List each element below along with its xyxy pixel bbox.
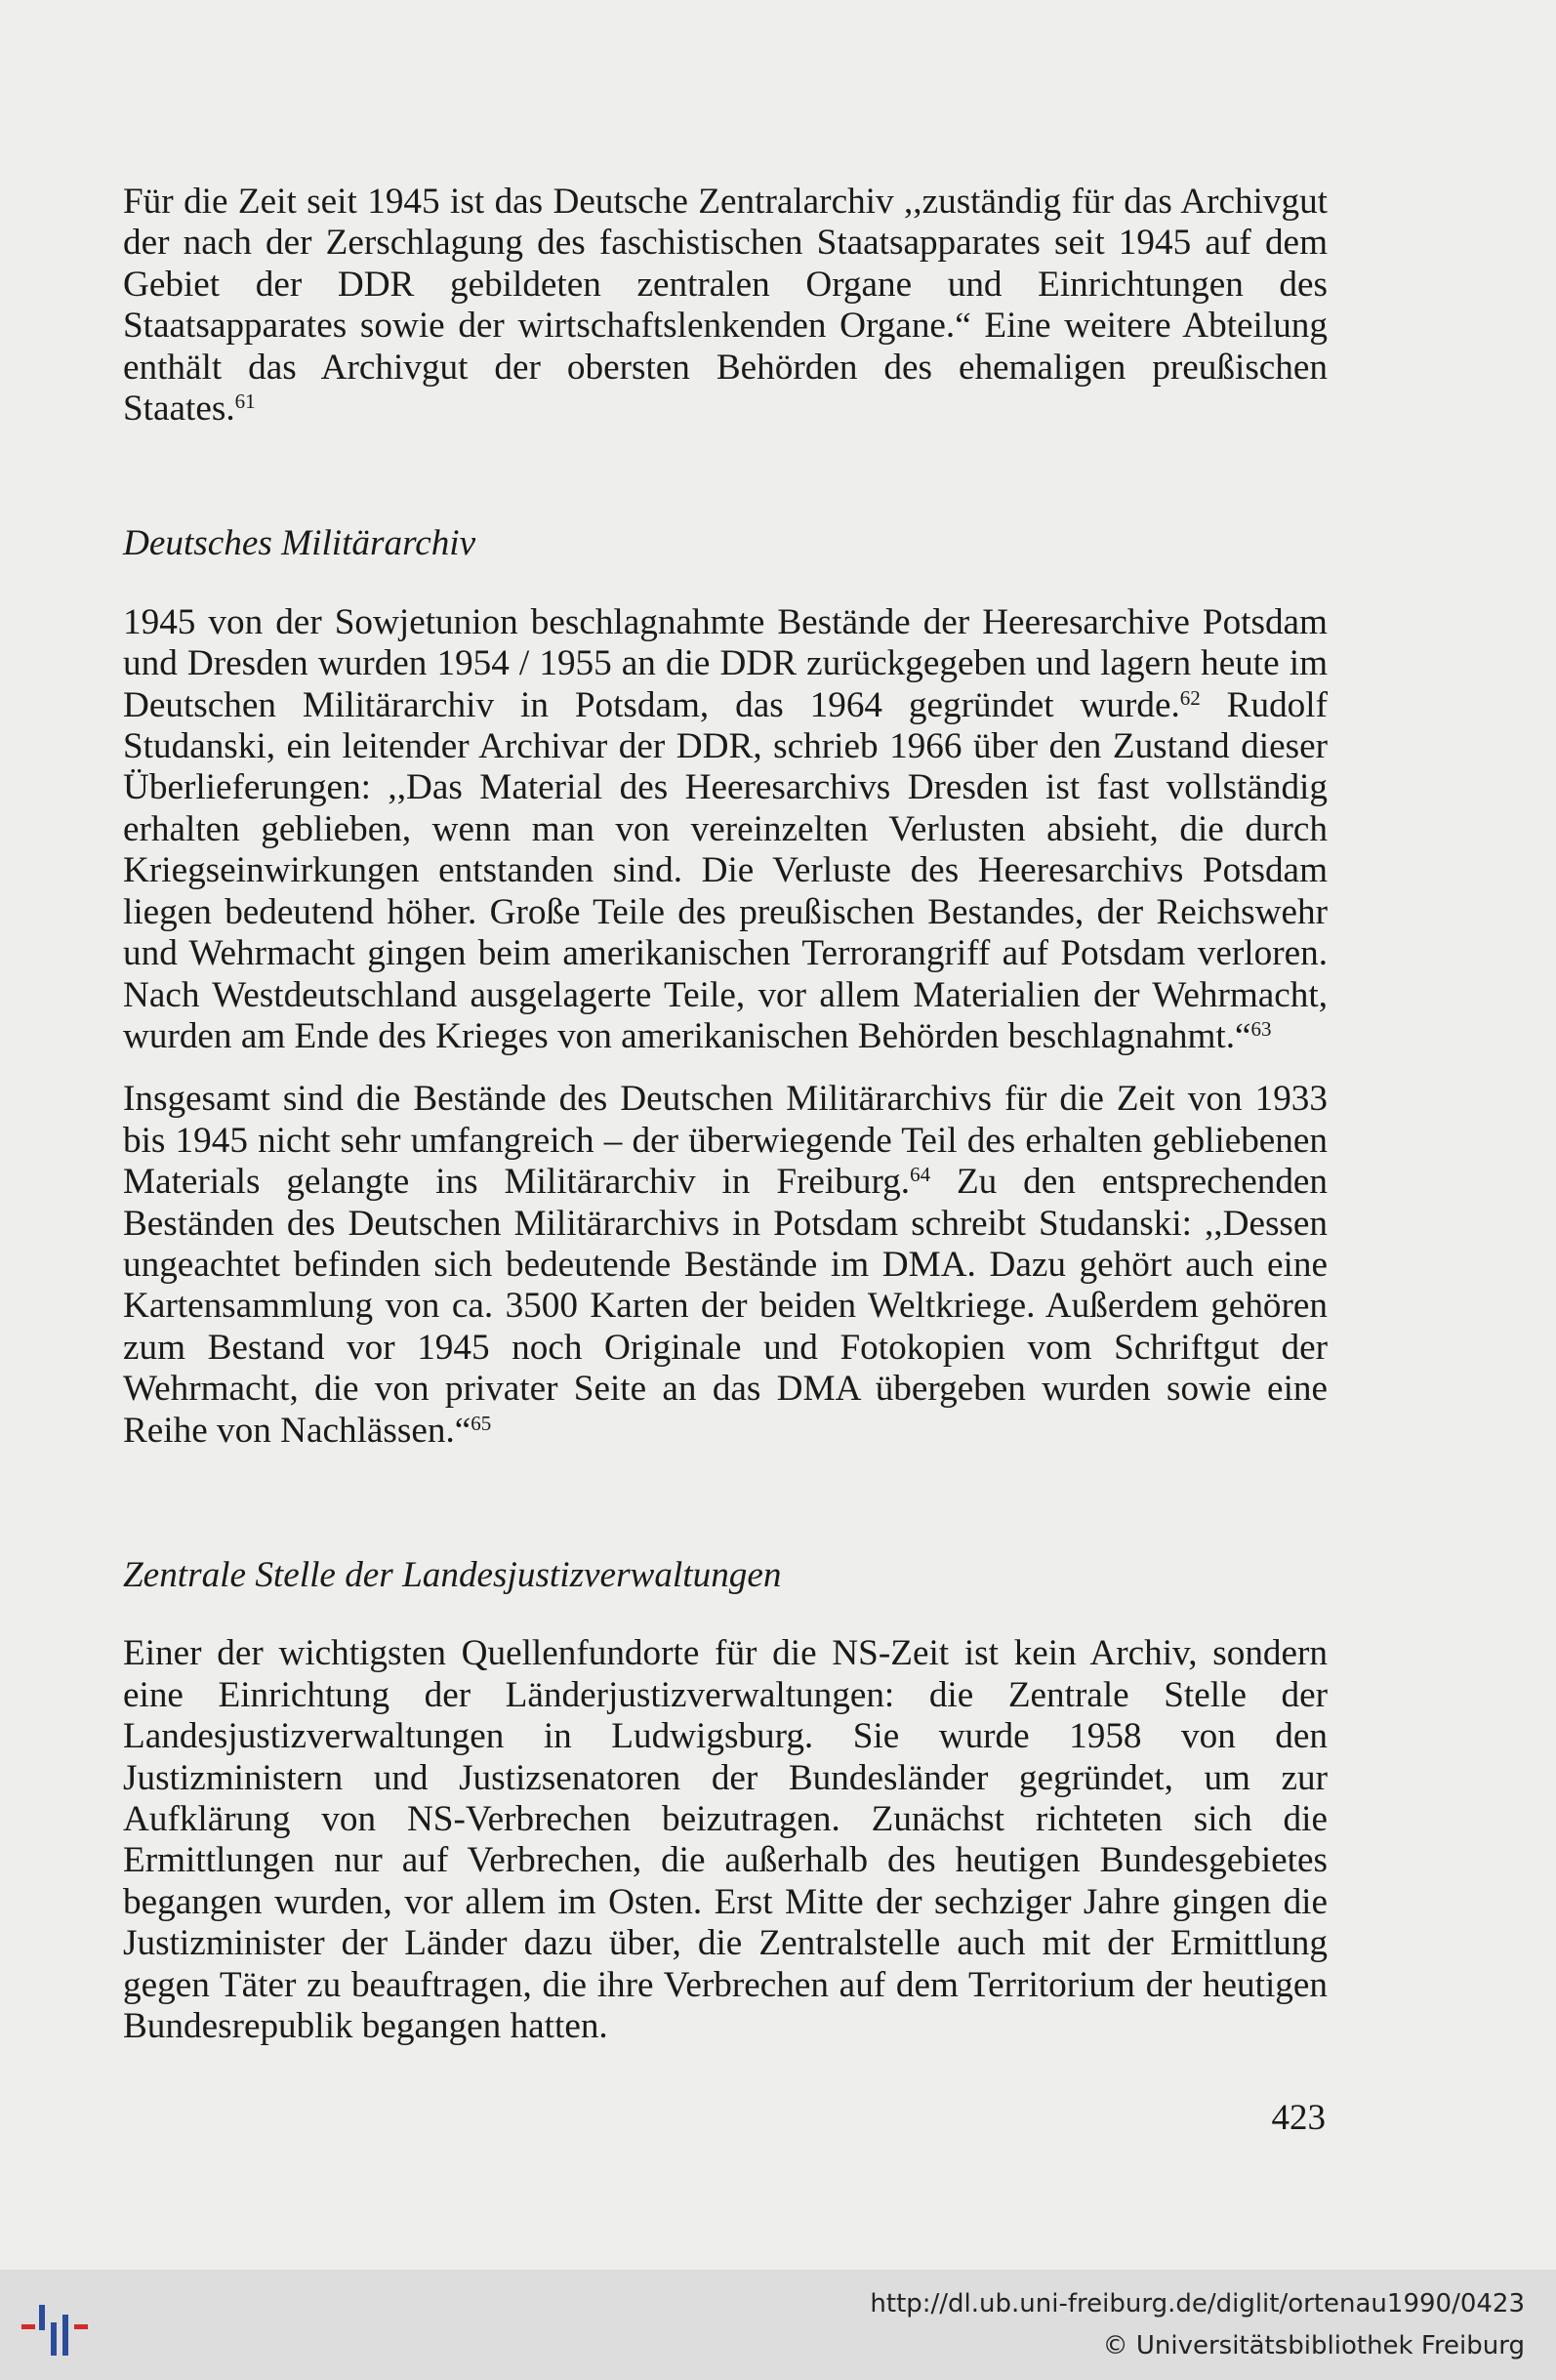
footnote-ref: 64 xyxy=(910,1163,931,1187)
paragraph xyxy=(123,182,1328,430)
footer-copyright: © Universitätsbibliothek Freiburg xyxy=(1102,2331,1525,2360)
paragraph xyxy=(123,1079,1328,1452)
paragraph-text: Einer der wichtigsten Quellenfundorte für die NS-Zeit ist kein Archiv, sondern eine Einrichtung der Länderjustizverwaltungen: die Zentrale Stelle der Landesjustizverwaltungen in Ludwigsburg. Sie wurde 1958 von den Justizministern und Justizsenatoren der Bundesländer gegründet, um zur Aufklärung von NS-Verbrechen beizutragen. Zunächst richteten sich die Ermittlungen nur auf Verbrechen, die außerhalb des heutigen Bundesgebietes begangen wurden, vor allem im Osten. Erst Mitte der sechziger Jahre gingen die Justizminister der Länder dazu über, die Zentralstelle auch mit der Ermittlung gegen Täter zu beauftragen, die ihre Verbrechen auf dem Territorium der heutigen Bundesrepublik begangen hatten. xyxy=(123,1633,1328,2047)
paragraph-text: Insgesamt sind die Bestände des Deutschen Militärarchivs für die Zeit von 1933 bis 1945 nicht sehr umfangreich – der überwiegende Teil des erhalten gebliebenen Materials gelangte ins Militärarchiv in Freiburg. xyxy=(123,1079,1328,1203)
paragraph xyxy=(123,602,1328,1057)
footnote-ref: 62 xyxy=(1179,685,1201,710)
page-number: 423 xyxy=(1271,2098,1326,2138)
footer-bar xyxy=(0,2270,1556,2380)
paragraph xyxy=(123,1633,1328,2047)
footer-url-link[interactable]: http://dl.ub.uni-freiburg.de/diglit/ortenau1990/0423 xyxy=(870,2289,1525,2318)
section-heading: Zentrale Stelle der Landesjustizverwaltungen xyxy=(123,1554,782,1595)
footnote-ref: 61 xyxy=(234,390,256,414)
footnote-ref: 63 xyxy=(1250,1016,1272,1041)
section-heading: Deutsches Militärarchiv xyxy=(123,523,476,564)
paragraph-text: Zu den entsprechenden Beständen des Deutschen Militärarchivs in Potsdam schreibt Studanski: ,,Dessen ungeachtet befinden sich bedeutende Bestände im DMA. Dazu gehört auch eine Kartensammlung von ca. 3500 Karten der beiden Weltkriege. Außerdem gehören zum Bestand vor 1945 noch Originale und Fotokopien vom Schriftgut der Wehrmacht, die von privater Seite an das DMA übergeben wurden sowie eine Reihe von Nachlässen.“ xyxy=(123,1162,1329,1451)
paragraph-text: Für die Zeit seit 1945 ist das Deutsche Zentralarchiv ,,zuständig für das Archivgut der nach der Zerschlagung des faschistischen Staatsapparates seit 1945 auf dem Gebiet der DDR gebildeten zentralen Organe und Einrichtungen des Staatsapparates sowie der wirtschaftslenkenden Organe.“ Eine weitere Abteilung enthält das Archivgut der obersten Behörden des ehemaligen preußischen Staates. xyxy=(123,182,1328,430)
ub-freiburg-logo-icon xyxy=(18,2287,98,2367)
paragraph-text: Rudolf Studanski, ein leitender Archivar der DDR, schrieb 1966 über den Zustand dieser Überlieferungen: ,,Das Material des Heeresarchivs Dresden ist fast vollständig erhalten geblieben, wenn man von vereinzelten Verlusten absieht, die durch Kriegseinwirkungen entstanden sind. Die Verluste des Heeresarchivs Potsdam liegen bedeutend höher. Große Teile des preußischen Bestandes, der Reichswehr und Wehrmacht gingen beim amerikanischen Terrorangriff auf Potsdam verloren. Nach Westdeutschland ausgelagerte Teile, vor allem Materialien der Wehrmacht, wurden am Ende des Krieges von amerikanischen Behörden beschlagnahmt.“ xyxy=(123,684,1328,1056)
page-text xyxy=(123,182,1328,2047)
footnote-ref: 65 xyxy=(471,1411,492,1435)
paragraph-text: 1945 von der Sowjetunion beschlagnahmte Bestände der Heeresarchive Potsdam und Dresden wurden 1954 / 1955 an die DDR zurückgegeben und lagern heute im Deutschen Militärarchiv in Potsdam, das 1964 gegründet wurde. xyxy=(123,601,1328,725)
